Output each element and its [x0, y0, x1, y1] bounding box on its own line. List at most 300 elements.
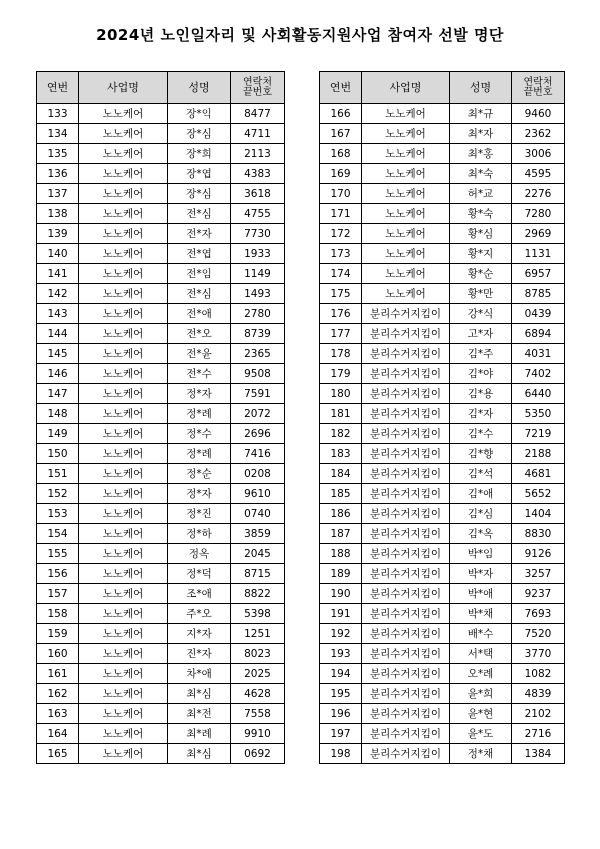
- header-no: 연번: [320, 72, 362, 104]
- row-program: 분리수거지킴이: [362, 444, 450, 464]
- header-name: 성명: [450, 72, 512, 104]
- table-row: [320, 584, 565, 604]
- row-contact: 2362: [512, 124, 565, 144]
- row-contact: 2780: [231, 304, 285, 324]
- row-no: 137: [37, 184, 79, 204]
- row-contact: 3859: [231, 524, 285, 544]
- row-program: 노노케어: [79, 304, 168, 324]
- row-name: 정*채: [450, 744, 512, 764]
- row-contact: 2072: [231, 404, 285, 424]
- row-contact: 6957: [512, 264, 565, 284]
- row-name: 최*자: [450, 124, 512, 144]
- table-row: [37, 664, 285, 684]
- table-header-row: [37, 72, 285, 104]
- row-contact: 3618: [231, 184, 285, 204]
- row-no: 173: [320, 244, 362, 264]
- row-contact: 8830: [512, 524, 565, 544]
- row-contact: 7219: [512, 424, 565, 444]
- row-name: 박*채: [450, 604, 512, 624]
- row-contact: 1404: [512, 504, 565, 524]
- row-contact: 4711: [231, 124, 285, 144]
- row-name: 장*엽: [168, 164, 231, 184]
- row-no: 162: [37, 684, 79, 704]
- row-program: 노노케어: [362, 284, 450, 304]
- table-row: [37, 364, 285, 384]
- row-no: 154: [37, 524, 79, 544]
- row-no: 183: [320, 444, 362, 464]
- row-name: 장*심: [168, 124, 231, 144]
- row-contact: 4383: [231, 164, 285, 184]
- row-contact: 5398: [231, 604, 285, 624]
- row-contact: 8785: [512, 284, 565, 304]
- header-contact-line1: 연락처: [243, 76, 272, 88]
- row-no: 174: [320, 264, 362, 284]
- row-program: 노노케어: [362, 124, 450, 144]
- row-name: 장*심: [168, 184, 231, 204]
- table-row: [37, 404, 285, 424]
- row-program: 분리수거지킴이: [362, 624, 450, 644]
- row-contact: 6440: [512, 384, 565, 404]
- row-no: 147: [37, 384, 79, 404]
- row-no: 198: [320, 744, 362, 764]
- table-row: [320, 364, 565, 384]
- row-no: 197: [320, 724, 362, 744]
- row-name: 정*례: [168, 404, 231, 424]
- row-no: 188: [320, 544, 362, 564]
- row-contact: 1082: [512, 664, 565, 684]
- row-name: 조*애: [168, 584, 231, 604]
- row-program: 노노케어: [79, 724, 168, 744]
- row-program: 노노케어: [79, 424, 168, 444]
- table-row: [320, 744, 565, 764]
- row-contact: 9610: [231, 484, 285, 504]
- row-no: 193: [320, 644, 362, 664]
- row-program: 노노케어: [79, 544, 168, 564]
- table-row: [37, 464, 285, 484]
- row-no: 184: [320, 464, 362, 484]
- table-row: [320, 384, 565, 404]
- table-row: [37, 244, 285, 264]
- row-contact: 4755: [231, 204, 285, 224]
- table-row: [320, 224, 565, 244]
- row-name: 정*자: [168, 384, 231, 404]
- table-row: [320, 304, 565, 324]
- row-program: 분리수거지킴이: [362, 324, 450, 344]
- table-row: [320, 324, 565, 344]
- table-row: [37, 544, 285, 564]
- row-no: 178: [320, 344, 362, 364]
- row-name: 장*익: [168, 104, 231, 124]
- row-contact: 1933: [231, 244, 285, 264]
- row-no: 180: [320, 384, 362, 404]
- table-row: [320, 644, 565, 664]
- row-name: 전*애: [168, 304, 231, 324]
- row-name: 주*오: [168, 604, 231, 624]
- header-program: 사업명: [79, 72, 168, 104]
- row-name: 전*수: [168, 364, 231, 384]
- row-no: 145: [37, 344, 79, 364]
- row-name: 전*심: [168, 284, 231, 304]
- row-program: 노노케어: [79, 484, 168, 504]
- row-name: 김*수: [450, 424, 512, 444]
- row-no: 192: [320, 624, 362, 644]
- table-row: [320, 504, 565, 524]
- row-contact: 8023: [231, 644, 285, 664]
- row-contact: 1251: [231, 624, 285, 644]
- row-name: 김*석: [450, 464, 512, 484]
- row-contact: 5652: [512, 484, 565, 504]
- row-name: 황*만: [450, 284, 512, 304]
- row-name: 최*전: [168, 704, 231, 724]
- table-row: [37, 164, 285, 184]
- row-no: 163: [37, 704, 79, 724]
- row-contact: 7520: [512, 624, 565, 644]
- row-contact: 8715: [231, 564, 285, 584]
- row-name: 정*자: [168, 484, 231, 504]
- row-name: 김*주: [450, 344, 512, 364]
- row-program: 노노케어: [79, 384, 168, 404]
- table-row: [320, 444, 565, 464]
- row-name: 지*자: [168, 624, 231, 644]
- row-program: 노노케어: [79, 704, 168, 724]
- table-row: [37, 444, 285, 464]
- row-contact: 7591: [231, 384, 285, 404]
- row-program: 노노케어: [79, 564, 168, 584]
- row-name: 전*오: [168, 324, 231, 344]
- row-program: 노노케어: [362, 164, 450, 184]
- row-program: 분리수거지킴이: [362, 344, 450, 364]
- row-program: 노노케어: [362, 204, 450, 224]
- row-program: 노노케어: [79, 524, 168, 544]
- row-program: 노노케어: [79, 464, 168, 484]
- row-no: 135: [37, 144, 79, 164]
- row-no: 156: [37, 564, 79, 584]
- row-name: 황*순: [450, 264, 512, 284]
- row-no: 160: [37, 644, 79, 664]
- row-contact: 4628: [231, 684, 285, 704]
- table-row: [320, 564, 565, 584]
- row-name: 최*심: [168, 744, 231, 764]
- row-name: 배*수: [450, 624, 512, 644]
- row-name: 김*자: [450, 404, 512, 424]
- table-row: [37, 584, 285, 604]
- row-no: 152: [37, 484, 79, 504]
- row-program: 노노케어: [79, 364, 168, 384]
- row-program: 분리수거지킴이: [362, 564, 450, 584]
- row-program: 노노케어: [362, 244, 450, 264]
- row-program: 노노케어: [79, 144, 168, 164]
- row-name: 전*임: [168, 264, 231, 284]
- row-program: 노노케어: [79, 104, 168, 124]
- row-no: 155: [37, 544, 79, 564]
- row-no: 172: [320, 224, 362, 244]
- row-no: 186: [320, 504, 362, 524]
- page-title: 2024년 노인일자리 및 사회활동지원사업 참여자 선발 명단: [96, 26, 504, 44]
- row-program: 노노케어: [79, 284, 168, 304]
- row-program: 노노케어: [79, 624, 168, 644]
- row-no: 175: [320, 284, 362, 304]
- table-row: [37, 524, 285, 544]
- row-contact: 4839: [512, 684, 565, 704]
- table-row: [320, 164, 565, 184]
- row-no: 191: [320, 604, 362, 624]
- row-no: 169: [320, 164, 362, 184]
- table-row: [37, 304, 285, 324]
- row-contact: 3006: [512, 144, 565, 164]
- row-contact: 7693: [512, 604, 565, 624]
- row-program: 노노케어: [79, 444, 168, 464]
- table-row: [37, 684, 285, 704]
- table-row: [320, 284, 565, 304]
- row-no: 181: [320, 404, 362, 424]
- participant-table-right: [319, 71, 565, 764]
- table-row: [37, 284, 285, 304]
- table-row: [320, 464, 565, 484]
- header-program: 사업명: [362, 72, 450, 104]
- row-contact: 7416: [231, 444, 285, 464]
- table-row: [37, 324, 285, 344]
- table-row: [320, 184, 565, 204]
- row-contact: 7402: [512, 364, 565, 384]
- row-contact: 0439: [512, 304, 565, 324]
- row-no: 189: [320, 564, 362, 584]
- row-no: 171: [320, 204, 362, 224]
- row-contact: 5350: [512, 404, 565, 424]
- table-row: [37, 424, 285, 444]
- row-contact: 2365: [231, 344, 285, 364]
- row-program: 노노케어: [79, 404, 168, 424]
- row-contact: 2113: [231, 144, 285, 164]
- row-contact: 4031: [512, 344, 565, 364]
- row-name: 황*지: [450, 244, 512, 264]
- row-no: 148: [37, 404, 79, 424]
- row-contact: 7730: [231, 224, 285, 244]
- participant-table-left: [36, 71, 285, 764]
- row-program: 노노케어: [79, 664, 168, 684]
- row-name: 최*숙: [450, 164, 512, 184]
- row-contact: 2102: [512, 704, 565, 724]
- row-contact: 2716: [512, 724, 565, 744]
- row-program: 노노케어: [362, 224, 450, 244]
- row-program: 분리수거지킴이: [362, 424, 450, 444]
- row-contact: 9126: [512, 544, 565, 564]
- row-name: 오*례: [450, 664, 512, 684]
- table-row: [37, 504, 285, 524]
- table-row: [320, 144, 565, 164]
- row-contact: 1131: [512, 244, 565, 264]
- row-program: 노노케어: [79, 584, 168, 604]
- row-name: 김*애: [450, 484, 512, 504]
- row-program: 노노케어: [79, 344, 168, 364]
- row-program: 분리수거지킴이: [362, 644, 450, 664]
- table-row: [320, 104, 565, 124]
- row-name: 최*례: [168, 724, 231, 744]
- table-row: [320, 204, 565, 224]
- row-no: 153: [37, 504, 79, 524]
- row-contact: 8739: [231, 324, 285, 344]
- row-name: 김*야: [450, 364, 512, 384]
- row-program: 노노케어: [79, 644, 168, 664]
- row-no: 151: [37, 464, 79, 484]
- row-program: 노노케어: [79, 264, 168, 284]
- row-contact: 2045: [231, 544, 285, 564]
- table-row: [37, 644, 285, 664]
- table-row: [320, 244, 565, 264]
- row-program: 분리수거지킴이: [362, 524, 450, 544]
- row-name: 윤*도: [450, 724, 512, 744]
- row-name: 서*택: [450, 644, 512, 664]
- row-program: 분리수거지킴이: [362, 724, 450, 744]
- header-name: 성명: [168, 72, 231, 104]
- table-row: [320, 484, 565, 504]
- row-name: 정*덕: [168, 564, 231, 584]
- table-row: [37, 564, 285, 584]
- row-name: 최*규: [450, 104, 512, 124]
- row-contact: 0692: [231, 744, 285, 764]
- row-program: 노노케어: [79, 124, 168, 144]
- header-contact: [231, 72, 285, 104]
- table-row: [320, 264, 565, 284]
- row-no: 179: [320, 364, 362, 384]
- table-row: [320, 404, 565, 424]
- row-no: 164: [37, 724, 79, 744]
- table-row: [320, 124, 565, 144]
- row-program: 분리수거지킴이: [362, 684, 450, 704]
- row-contact: 4595: [512, 164, 565, 184]
- table-row: [37, 204, 285, 224]
- row-program: 노노케어: [79, 324, 168, 344]
- row-program: 노노케어: [79, 744, 168, 764]
- row-name: 정*례: [168, 444, 231, 464]
- row-no: 138: [37, 204, 79, 224]
- row-no: 157: [37, 584, 79, 604]
- table-row: [320, 604, 565, 624]
- table-row: [320, 724, 565, 744]
- row-contact: 0208: [231, 464, 285, 484]
- row-name: 정*하: [168, 524, 231, 544]
- header-contact-line1: 연락처: [523, 76, 553, 88]
- row-contact: 1384: [512, 744, 565, 764]
- row-no: 141: [37, 264, 79, 284]
- row-name: 최*심: [168, 684, 231, 704]
- row-name: 전*자: [168, 224, 231, 244]
- row-program: 노노케어: [362, 184, 450, 204]
- row-name: 박*애: [450, 584, 512, 604]
- row-no: 159: [37, 624, 79, 644]
- row-program: 노노케어: [79, 244, 168, 264]
- row-name: 전*윤: [168, 344, 231, 364]
- row-program: 노노케어: [79, 184, 168, 204]
- row-program: 노노케어: [362, 144, 450, 164]
- row-contact: 3257: [512, 564, 565, 584]
- row-program: 분리수거지킴이: [362, 484, 450, 504]
- row-name: 전*심: [168, 204, 231, 224]
- row-program: 분리수거지킴이: [362, 464, 450, 484]
- row-name: 정*수: [168, 424, 231, 444]
- row-contact: 2188: [512, 444, 565, 464]
- row-contact: 2696: [231, 424, 285, 444]
- row-contact: 1149: [231, 264, 285, 284]
- table-row: [320, 624, 565, 644]
- row-name: 차*애: [168, 664, 231, 684]
- table-row: [37, 604, 285, 624]
- row-name: 윤*희: [450, 684, 512, 704]
- row-contact: 2025: [231, 664, 285, 684]
- table-header-row: [320, 72, 565, 104]
- row-name: 최*홍: [450, 144, 512, 164]
- row-name: 전*엽: [168, 244, 231, 264]
- row-contact: 9508: [231, 364, 285, 384]
- row-no: 139: [37, 224, 79, 244]
- row-program: 노노케어: [79, 504, 168, 524]
- row-program: 분리수거지킴이: [362, 404, 450, 424]
- row-no: 161: [37, 664, 79, 684]
- table-row: [37, 704, 285, 724]
- table-row: [37, 144, 285, 164]
- row-program: 분리수거지킴이: [362, 604, 450, 624]
- row-program: 노노케어: [79, 604, 168, 624]
- table-row: [320, 424, 565, 444]
- table-row: [37, 184, 285, 204]
- row-name: 허*교: [450, 184, 512, 204]
- row-contact: 0740: [231, 504, 285, 524]
- table-row: [37, 124, 285, 144]
- table-row: [37, 744, 285, 764]
- row-name: 정*진: [168, 504, 231, 524]
- row-name: 김*용: [450, 384, 512, 404]
- row-program: 노노케어: [79, 224, 168, 244]
- row-name: 정*순: [168, 464, 231, 484]
- row-no: 185: [320, 484, 362, 504]
- row-name: 고*자: [450, 324, 512, 344]
- row-no: 150: [37, 444, 79, 464]
- row-program: 분리수거지킴이: [362, 304, 450, 324]
- row-no: 196: [320, 704, 362, 724]
- row-program: 노노케어: [79, 204, 168, 224]
- row-no: 136: [37, 164, 79, 184]
- table-row: [320, 544, 565, 564]
- table-row: [37, 104, 285, 124]
- table-row: [37, 724, 285, 744]
- header-contact-line2: 끝번호: [243, 86, 272, 98]
- row-name: 박*자: [450, 564, 512, 584]
- row-no: 142: [37, 284, 79, 304]
- table-row: [320, 664, 565, 684]
- row-no: 170: [320, 184, 362, 204]
- table-row: [37, 344, 285, 364]
- table-row: [37, 224, 285, 244]
- row-contact: 1493: [231, 284, 285, 304]
- row-no: 146: [37, 364, 79, 384]
- row-contact: 9460: [512, 104, 565, 124]
- row-name: 황*숙: [450, 204, 512, 224]
- row-program: 분리수거지킴이: [362, 664, 450, 684]
- table-row: [320, 684, 565, 704]
- row-contact: 2276: [512, 184, 565, 204]
- row-contact: 9237: [512, 584, 565, 604]
- row-no: 176: [320, 304, 362, 324]
- row-program: 분리수거지킴이: [362, 504, 450, 524]
- row-no: 158: [37, 604, 79, 624]
- row-contact: 3770: [512, 644, 565, 664]
- row-no: 195: [320, 684, 362, 704]
- row-name: 김*심: [450, 504, 512, 524]
- row-no: 149: [37, 424, 79, 444]
- row-no: 177: [320, 324, 362, 344]
- table-row: [320, 524, 565, 544]
- row-contact: 8477: [231, 104, 285, 124]
- table-row: [37, 624, 285, 644]
